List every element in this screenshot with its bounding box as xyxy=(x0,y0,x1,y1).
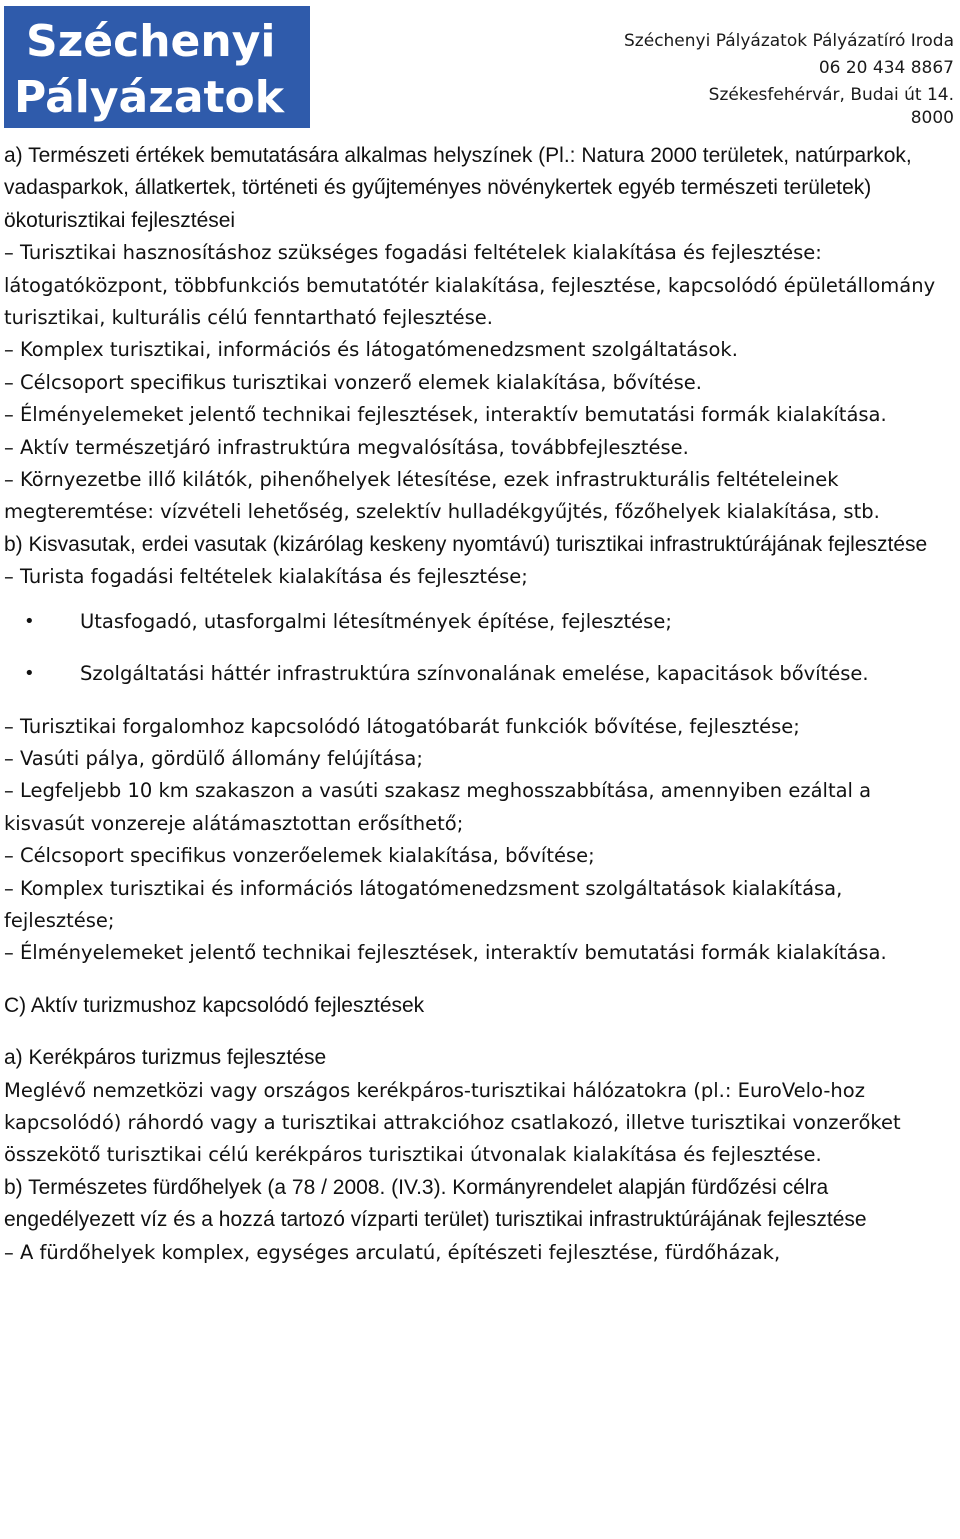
section-c-sub-a-heading: a) Kerékpáros turizmus fejlesztése xyxy=(4,1046,327,1070)
section-a-heading: a) Természeti értékek bemutatására alkalmas helyszínek (Pl.: Natura 2000 területek, natúrparkok, vadasparkok, állatkertek, történeti és gyűjteményes növénykertek egyéb természeti területek) ökoturisztikai fejlesztései xyxy=(4,144,912,232)
section-b-paragraph: – Turisztikai forgalomhoz kapcsolódó látogatóbarát funkciók bővítése, fejlesztése; xyxy=(4,714,800,738)
szechenyi-logo xyxy=(4,6,310,128)
section-a-paragraph: – Komplex turisztikai, információs és látogatómenedzsment szolgáltatások. xyxy=(4,338,738,362)
section-a-paragraph: – Környezetbe illő kilátók, pihenőhelyek létesítése, ezek infrastrukturális feltételeinek megteremtése: vízvételi lehetőség, szelektív hulladékgyűjtés, főzőhelyek kialakítása, stb. xyxy=(4,468,880,524)
section-b-paragraph: – Vasúti pálya, gördülő állomány felújítása; xyxy=(4,746,423,770)
contact-phone: 06 20 434 8867 xyxy=(818,58,954,78)
section-c-sub-b-heading: b) Természetes fürdőhelyek (a 78 / 2008. (IV.3). Kormányrendelet alapján fürdőzési célra engedélyezett víz és a hozzá tartozó vízparti terület) turisztikai infrastruktúrájának fejlesztése xyxy=(4,1175,867,1232)
logo-line1: Széchenyi xyxy=(26,16,276,67)
section-c-sub-a-text: Meglévő nemzetközi vagy országos kerékpáros-turisztikai hálózatokra (pl.: EuroVelo-hoz kapcsolódó) ráhordó vagy a turisztikai attrakcióhoz csatlakozó, illetve turisztikai vonzerőket összekötő turisztikai célú kerékpáros turisztikai útvonalak kialakítása és fejlesztése. xyxy=(4,1078,901,1167)
section-a-paragraph: – Aktív természetjáró infrastruktúra megvalósítása, továbbfejlesztése. xyxy=(4,435,689,459)
section-b-heading: b) Kisvasutak, erdei vasutak (kizárólag keskeny nyomtávú) turisztikai infrastruktúrájának fejlesztése xyxy=(4,532,928,556)
logo-line2: Pályázatok xyxy=(14,72,285,123)
section-a-paragraph: – Élményelemeket jelentő technikai fejlesztések, interaktív bemutatási formák kialakítása. xyxy=(4,403,887,427)
section-b-paragraph: – Turista fogadási feltételek kialakítása és fejlesztése; xyxy=(4,565,528,589)
section-b-paragraph: – Célcsoport specifikus vonzerőelemek kialakítása, bővítése; xyxy=(4,844,595,868)
contact-block xyxy=(624,28,954,132)
document-body xyxy=(4,140,956,1269)
section-b-paragraph: – Legfeljebb 10 km szakaszon a vasúti szakasz meghosszabbítása, amennyiben ezáltal a kisvasút vonzereje alátámasztottan erősíthető; xyxy=(4,779,872,835)
list-item: • Utasfogadó, utasforgalmi létesítmények építése, fejlesztése; xyxy=(80,606,956,638)
contact-address: Székesfehérvár, Budai út 14. xyxy=(708,85,954,105)
section-b-paragraph: – Komplex turisztikai és információs látogatómenedzsment szolgáltatások kialakítása, fejlesztése; xyxy=(4,876,843,932)
section-b-paragraph: – Élményelemeket jelentő technikai fejlesztések, interaktív bemutatási formák kialakítása. xyxy=(4,941,887,965)
section-c-sub-b-text: – A fürdőhelyek komplex, egységes arculatú, építészeti fejlesztése, fürdőházak, xyxy=(4,1240,781,1264)
spacer xyxy=(4,1022,956,1042)
contact-zip: 8000 xyxy=(910,108,954,128)
section-a-paragraph: – Célcsoport specifikus turisztikai vonzerő elemek kialakítása, bővítése. xyxy=(4,370,702,394)
list-item: • Szolgáltatási háttér infrastruktúra színvonalának emelése, kapacitások bővítése. xyxy=(80,658,956,690)
logo-graphic xyxy=(4,6,310,128)
contact-name: Széchenyi Pályázatok Pályázatíró Iroda xyxy=(624,31,954,51)
section-b-bullet-list xyxy=(4,606,956,691)
spacer xyxy=(4,970,956,990)
section-a-paragraph: – Turisztikai hasznosításhoz szükséges fogadási feltételek kialakítása és fejlesztése: látogatóközpont, többfunkciós bemutatótér kialakítása, fejlesztése, kapcsolódó épületállomány turisztikai, kulturális célú fenntartható fejlesztése. xyxy=(4,241,936,330)
section-c-heading: C) Aktív turizmushoz kapcsolódó fejlesztések xyxy=(4,993,425,1017)
